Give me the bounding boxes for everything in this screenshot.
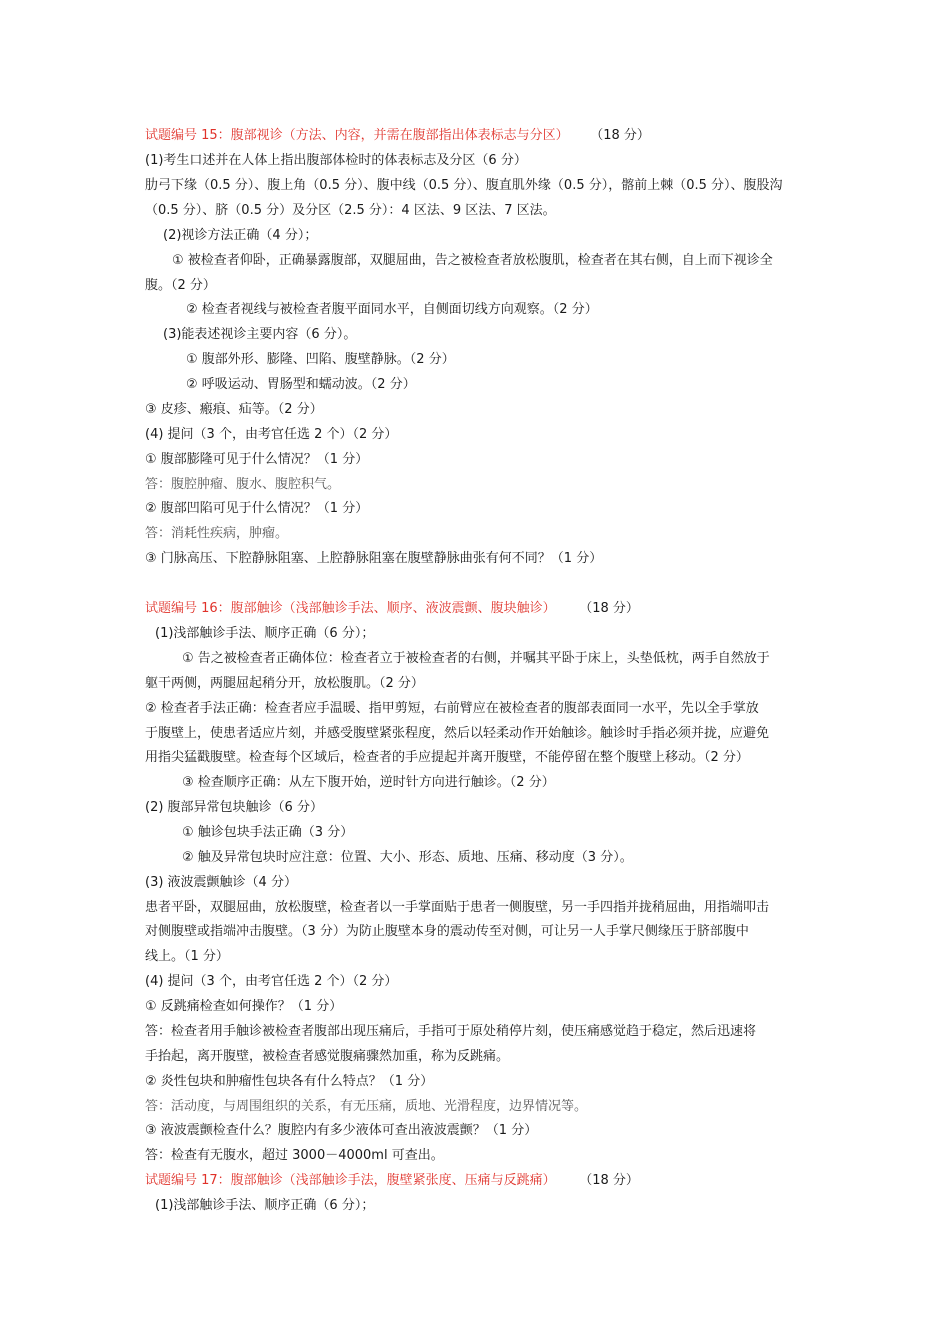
q16-line: ② 检查者手法正确：检查者应手温暖、指甲剪短，右前臂应在被检查者的腹部表面同一水平，先以全手掌放	[145, 701, 759, 716]
q16-title: 试题编号 16：腹部触诊（浅部触诊手法、顺序、液波震颤、腹块触诊）	[145, 601, 556, 616]
q16-line: 患者平卧，双腿屈曲，放松腹壁，检查者以一手掌面贴于患者一侧腹壁，另一手四指并拢稍屈曲，用指端叩击	[145, 900, 770, 915]
q16-line: (1)浅部触诊手法、顺序正确（6 分）；	[155, 626, 375, 641]
q15-line: ① 腹部外形、膨隆、凹陷、腹壁静脉。（2 分）	[186, 352, 455, 367]
q16-heading	[145, 600, 815, 618]
q16-line: (3) 液波震颤触诊（4 分）	[145, 875, 297, 890]
q15-line: (1)考生口述并在人体上指出腹部体检时的体表标志及分区（6 分）	[145, 153, 527, 168]
q16-line: ② 炎性包块和肿瘤性包块各有什么特点？（1 分）	[145, 1074, 434, 1089]
q15-line: 腹。（2 分）	[145, 278, 216, 293]
q15-line: （0.5 分）、脐（0.5 分）及分区（2.5 分）：4 区法、9 区法、7 区法。	[145, 203, 556, 218]
q16-answer: 答：检查者用手触诊被检查者腹部出现压痛后，手指可于原处稍停片刻，使压痛感觉趋于稳定，然后迅速将	[145, 1024, 757, 1039]
q16-line: (2) 腹部异常包块触诊（6 分）	[145, 800, 323, 815]
q15-line: (4) 提问（3 个，由考官任选 2 个）（2 分）	[145, 427, 398, 442]
q16-answer: 手抬起，离开腹壁，被检查者感觉腹痛骤然加重，称为反跳痛。	[145, 1049, 510, 1064]
q15-line: ① 被检查者仰卧，正确暴露腹部，双腿屈曲，告之被检查者放松腹肌，检查者在其右侧，自上而下视诊全	[172, 253, 773, 268]
q16-line: 于腹壁上，使患者适应片刻，并感受腹壁紧张程度，然后以轻柔动作开始触诊。触诊时手指必须并拢，应避免	[145, 726, 770, 741]
q15-line: ① 腹部膨隆可见于什么情况？（1 分）	[145, 452, 369, 467]
q15-title: 试题编号 15：腹部视诊（方法、内容，并需在腹部指出体表标志与分区）	[145, 128, 569, 143]
q15-answer: 答：消耗性疾病，肿瘤。	[145, 526, 289, 541]
q15-line: ② 腹部凹陷可见于什么情况？（1 分）	[145, 501, 369, 516]
q15-line: ② 检查者视线与被检查者腹平面同水平，自侧面切线方向观察。（2 分）	[186, 302, 598, 317]
q15-line: ③ 皮疹、瘢痕、疝等。（2 分）	[145, 402, 323, 417]
q15-line: ③ 门脉高压、下腔静脉阻塞、上腔静脉阻塞在腹壁静脉曲张有何不同？（1 分）	[145, 551, 603, 566]
q16-line: ① 告之被检查者正确体位：检查者立于被检查者的右侧，并嘱其平卧于床上，头垫低枕，两手自然放于	[182, 651, 770, 666]
q16-line: ③ 检查顺序正确：从左下腹开始，逆时针方向进行触诊。（2 分）	[182, 775, 555, 790]
q15-answer: 答：腹腔肿瘤、腹水、腹腔积气。	[145, 477, 341, 492]
q17-title: 试题编号 17：腹部触诊（浅部触诊手法，腹壁紧张度、压痛与反跳痛）	[145, 1173, 556, 1188]
q15-heading	[145, 127, 815, 145]
q16-line: ③ 液波震颤检查什么？腹腔内有多少液体可查出液波震颤？（1 分）	[145, 1123, 538, 1138]
q16-line: ① 反跳痛检查如何操作？（1 分）	[145, 999, 343, 1014]
q15-line: 肋弓下缘（0.5 分）、腹上角（0.5 分）、腹中线（0.5 分）、腹直肌外缘（0.5 分），髂前上棘（0.5 分）、腹股沟	[145, 178, 783, 193]
q17-line: (1)浅部触诊手法、顺序正确（6 分）；	[155, 1198, 375, 1213]
q17-heading	[145, 1172, 815, 1190]
q16-line: 躯干两侧，两腿屈起稍分开，放松腹肌。（2 分）	[145, 676, 424, 691]
q15-line: (3)能表述视诊主要内容（6 分）。	[163, 327, 357, 342]
q15-score: （18 分）	[596, 128, 650, 143]
q16-answer: 答：活动度，与周围组织的关系，有无压痛，质地、光滑程度，边界情况等。	[145, 1099, 588, 1114]
q16-answer: 答：检查有无腹水，超过 3000－4000ml 可查出。	[145, 1148, 444, 1163]
q15-line: ② 呼吸运动、胃肠型和蠕动波。（2 分）	[186, 377, 416, 392]
q16-line: 用指尖猛戳腹壁。检查每个区域后，检查者的手应提起并离开腹壁，不能停留在整个腹壁上移动。（2 分）	[145, 750, 749, 765]
q17-score: （18 分）	[585, 1173, 639, 1188]
q16-line: ① 触诊包块手法正确（3 分）	[182, 825, 354, 840]
q16-score: （18 分）	[585, 601, 639, 616]
q16-line: 对侧腹壁或指端冲击腹壁。（3 分）为防止腹壁本身的震动传至对侧，可让另一人手掌尺侧缘压于脐部腹中	[145, 924, 749, 939]
q15-line: (2)视诊方法正确（4 分）；	[163, 228, 318, 243]
q16-line: ② 触及异常包块时应注意：位置、大小、形态、质地、压痛、移动度（3 分）。	[182, 850, 633, 865]
q16-line: (4) 提问（3 个，由考官任选 2 个）（2 分）	[145, 974, 398, 989]
q16-line: 线上。（1 分）	[145, 949, 229, 964]
